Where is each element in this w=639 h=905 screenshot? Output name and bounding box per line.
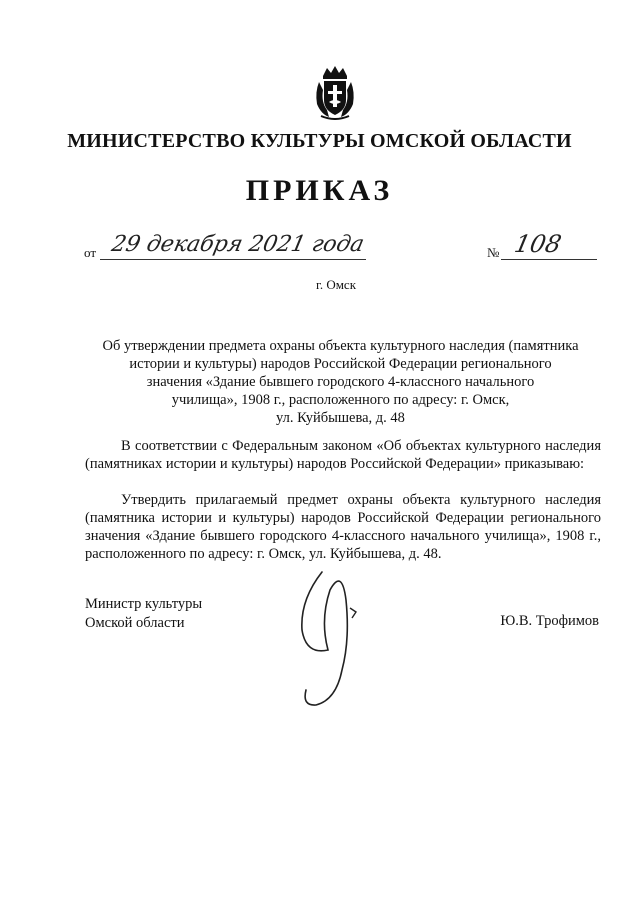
- subject-line: значения «Здание бывшего городского 4-классного начального: [146, 374, 535, 390]
- signer-title: [85, 595, 202, 633]
- body-paragraph-2: Утвердить прилагаемый предмет охраны объекта культурного наследия (памятника истории и культуры) народов Российской Федерации регионального значения «Здание бывшего городского 4-классного начального училища», 1908 г., расположенного по адресу: г. Омск, ул. Куйбышева, д. 48.: [85, 492, 601, 562]
- number-line: [487, 230, 597, 262]
- subject-line: истории и культуры) народов Российской Федерации регионального: [129, 356, 552, 372]
- handwritten-signature-icon: [280, 560, 380, 710]
- subject-line: ул. Куйбышева, д. 48: [276, 410, 405, 426]
- signer-title-line: Министр культуры: [85, 596, 203, 612]
- signer-name: Ю.В. Трофимов: [500, 613, 599, 629]
- order-title: ПРИКАЗ: [245, 174, 394, 207]
- signer-title-line: Омской области: [85, 615, 185, 631]
- number-underline: [501, 259, 597, 260]
- city: г. Омск: [315, 277, 357, 292]
- omsk-coat-of-arms-icon: [313, 62, 357, 120]
- ministry-name: МИНИСТЕРСТВО КУЛЬТУРЫ ОМСКОЙ ОБЛАСТИ: [67, 130, 572, 152]
- body-paragraph-1: В соответствии с Федеральным законом «Об объектах культурного наследия (памятниках истории и культуры) народов Российской Федерации» приказываю:: [85, 438, 601, 472]
- date-line: [84, 232, 369, 262]
- subject-line: училища», 1908 г., расположенного по адресу: г. Омск,: [171, 392, 510, 408]
- handwritten-date: 29 декабря 2021 года: [109, 232, 367, 257]
- subject-line: Об утверждении предмета охраны объекта культурного наследия (памятника: [102, 338, 579, 354]
- number-prefix: №: [487, 245, 500, 260]
- order-subject: [88, 337, 593, 427]
- date-prefix: от: [84, 245, 97, 260]
- handwritten-number: 108: [512, 230, 564, 258]
- date-underline: [100, 259, 366, 260]
